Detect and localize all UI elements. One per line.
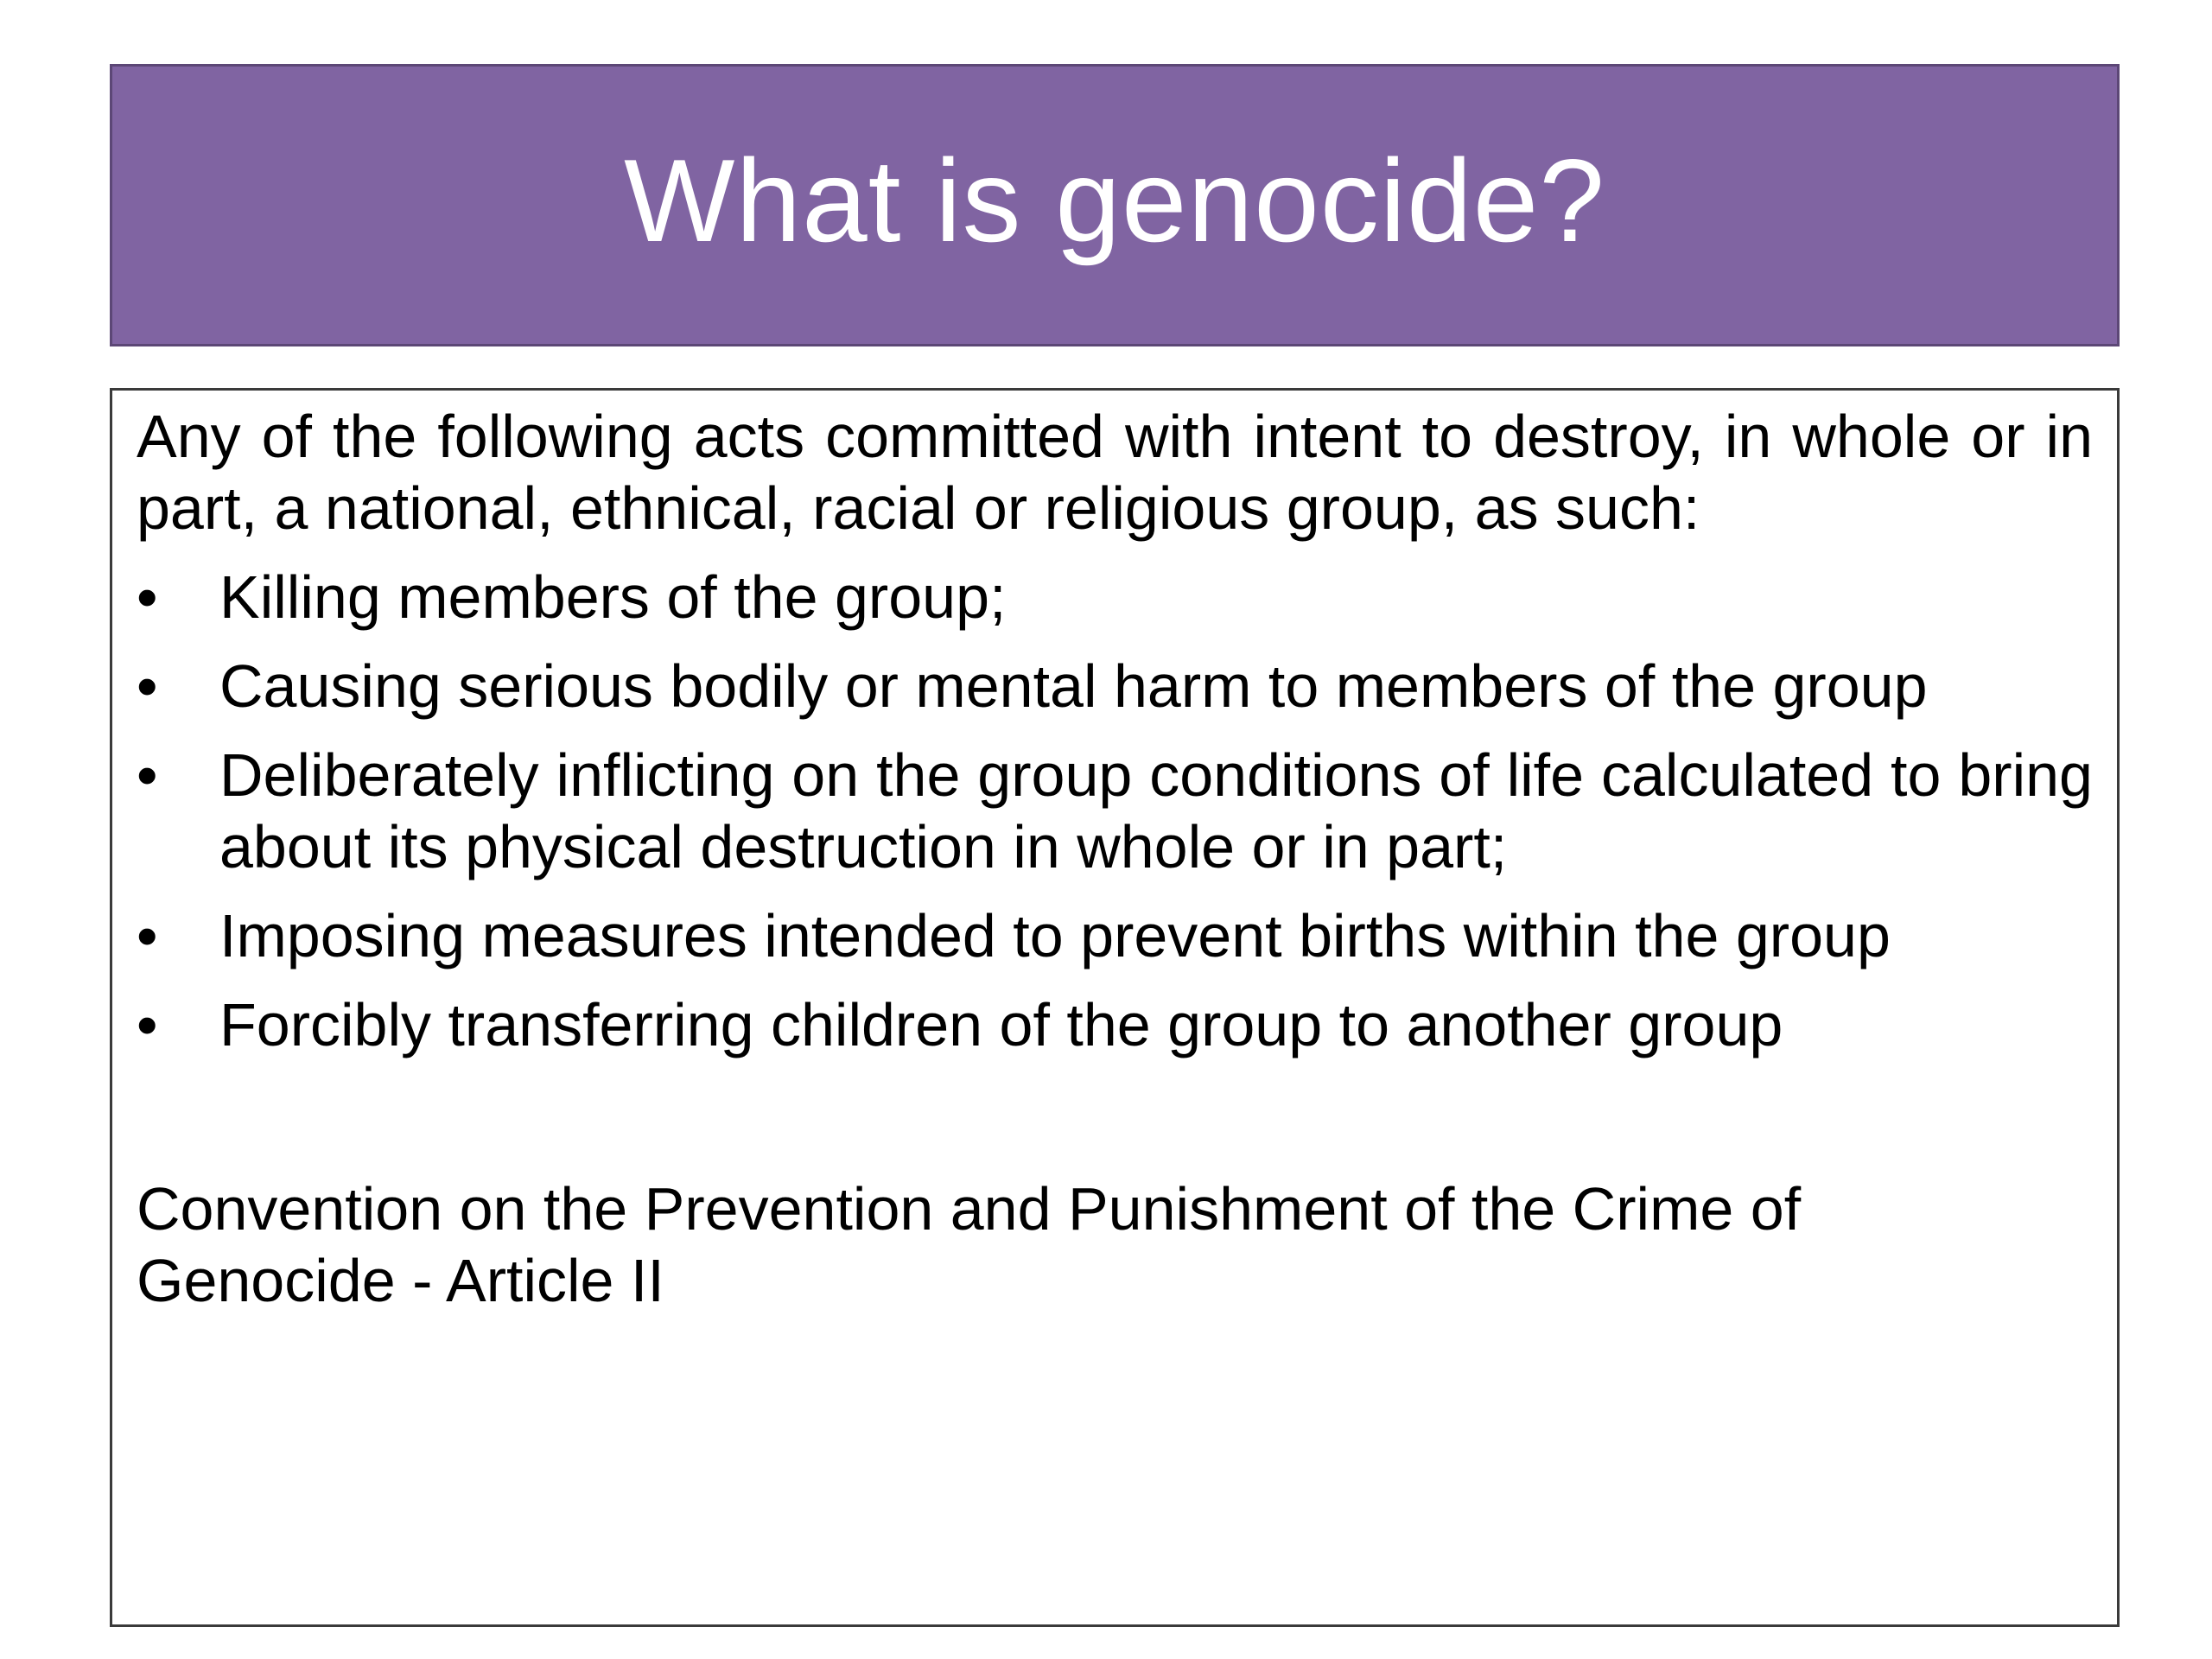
- acts-list: [137, 562, 2093, 1061]
- list-item: [137, 900, 2093, 972]
- list-item: [137, 562, 2093, 633]
- source-citation: [137, 1173, 2093, 1317]
- intro-text: Any of the following acts committed with intent to destroy, in whole or in part, a national, ethnical, racial or religious group, as such:: [137, 403, 2093, 542]
- list-item: [137, 740, 2093, 883]
- source-line-2: Genocide - Article II: [137, 1247, 664, 1314]
- list-item-text: Causing serious bodily or mental harm to members of the group: [219, 652, 1928, 720]
- list-item-text: Imposing measures intended to prevent births within the group: [219, 902, 1891, 969]
- content-box: [110, 388, 2120, 1627]
- bullet-icon: •: [137, 991, 158, 1058]
- bullet-icon: •: [137, 652, 158, 720]
- bullet-icon: •: [137, 563, 158, 631]
- list-item-text: Deliberately inflicting on the group conditions of life calculated to bring about its physical destruction in whole or in part;: [219, 741, 2093, 880]
- bullet-icon: •: [137, 741, 158, 809]
- list-item-text: Forcibly transferring children of the group to another group: [219, 991, 1783, 1058]
- bullet-icon: •: [137, 902, 158, 969]
- source-line-1: Convention on the Prevention and Punishment of the Crime of: [137, 1175, 1802, 1243]
- list-item: [137, 989, 2093, 1061]
- list-item-text: Killing members of the group;: [219, 563, 1007, 631]
- slide-title: What is genocide?: [624, 134, 1605, 266]
- slide-title-bar: [110, 64, 2120, 346]
- list-item: [137, 651, 2093, 722]
